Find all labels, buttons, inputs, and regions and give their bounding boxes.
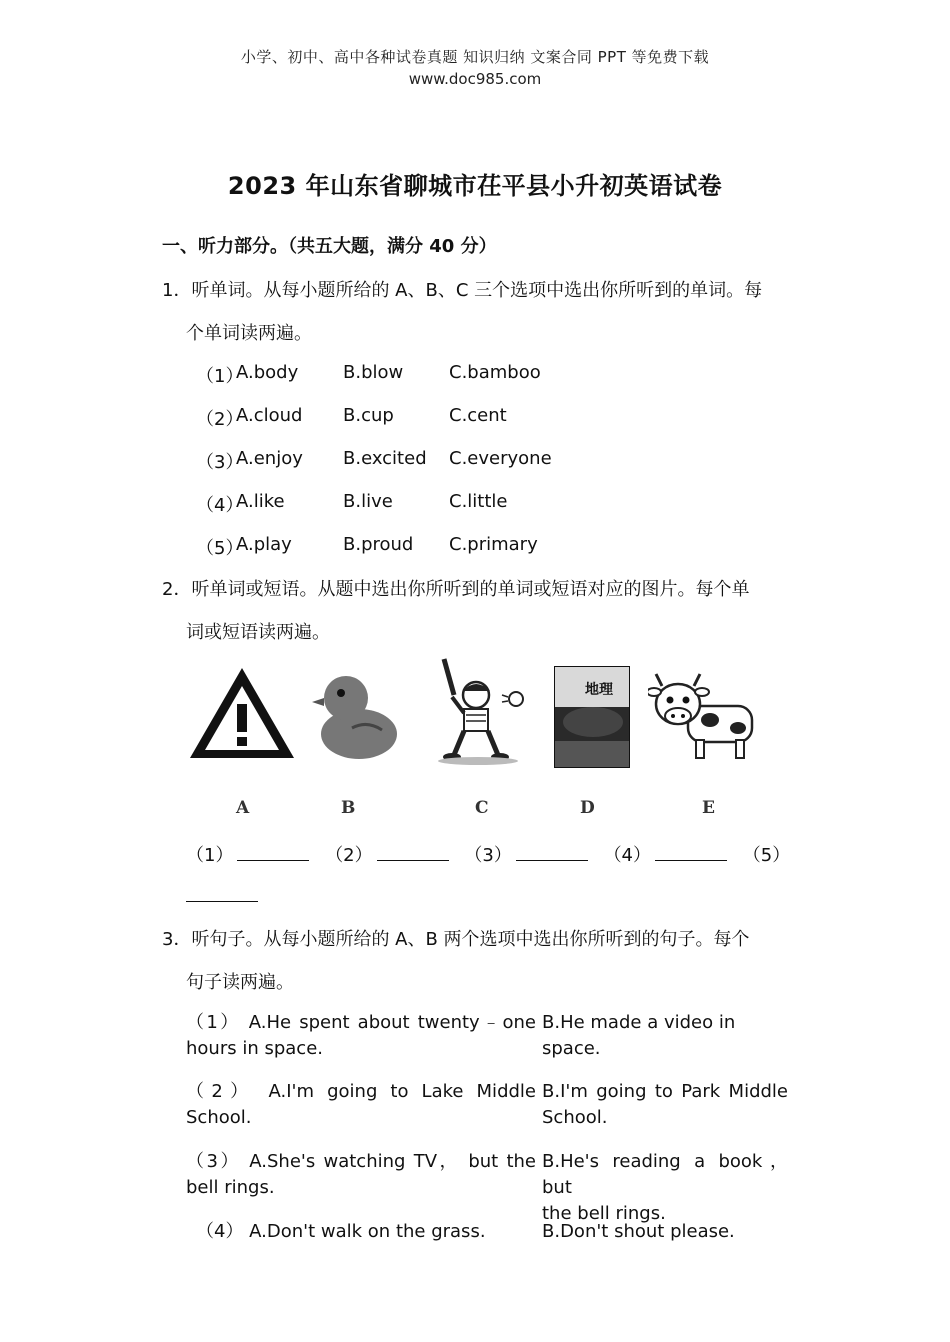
q3-option-a-line1: （2） A.I'm going to Lake Middle xyxy=(186,1081,536,1102)
header-line-1: 小学、初中、高中各种试卷真题 知识归纳 文案合同 PPT 等免费下载 xyxy=(240,48,710,66)
q2-answer-blanks xyxy=(186,841,790,867)
q1-option-b: B.blow xyxy=(343,362,404,383)
q3-option-b xyxy=(542,1079,788,1131)
q1-option-a: A.play xyxy=(236,534,292,555)
baseball-player-image xyxy=(432,655,534,767)
q1-option-c: C.bamboo xyxy=(449,362,541,383)
answer-blank[interactable] xyxy=(237,859,309,861)
q3-option-a-line2: School. xyxy=(186,1107,252,1128)
q1-instruction-1: 1．听单词。从每小题所给的 A、B、C 三个选项中选出你所听到的单词。每 xyxy=(162,280,763,301)
q1-option-a: A.body xyxy=(236,362,299,383)
q3-instruction-2: 句子读两遍。 xyxy=(186,972,294,993)
q3-option-a-line2: hours in space. xyxy=(186,1038,323,1059)
answer-blank[interactable] xyxy=(186,901,258,902)
q1-item-num: （3） xyxy=(196,452,244,473)
book-title: 地理 xyxy=(585,682,613,698)
q1-option-c: C.cent xyxy=(449,405,507,426)
q3-option-b-line1: B.I'm going to Park Middle xyxy=(542,1081,788,1102)
answer-blank[interactable] xyxy=(377,859,449,861)
answer-blank[interactable] xyxy=(655,859,727,861)
answer-blank[interactable] xyxy=(516,859,588,861)
q3-option-a-line1: （3） A.She's watching TV， but the xyxy=(186,1151,536,1172)
q3-option-a-line1: （1） A.He spent about twenty﹣one xyxy=(186,1012,536,1033)
q3-option-b-line2: School. xyxy=(542,1107,608,1128)
q3-option-b-line1: B.Don't shout please. xyxy=(542,1221,735,1242)
q3-option-a xyxy=(186,1149,536,1201)
image-label-e: E xyxy=(702,798,715,818)
q3-option-b xyxy=(542,1219,788,1245)
header-url[interactable]: www.doc985.com xyxy=(408,70,542,88)
q3-option-a-line1: （4） A.Don't walk on the grass. xyxy=(196,1221,486,1242)
blank-label: （2） xyxy=(325,845,373,866)
blank-label: （1） xyxy=(186,845,234,866)
page-title: 2023 年山东省聊城市茌平县小升初英语试卷 xyxy=(227,172,723,200)
q3-option-b xyxy=(542,1149,788,1227)
q1-option-a: A.cloud xyxy=(236,405,303,426)
q1-option-b: B.cup xyxy=(343,405,394,426)
blank-label: （5） xyxy=(742,845,791,866)
duck-image xyxy=(312,668,400,762)
q3-option-a xyxy=(186,1010,536,1062)
q3-option-b xyxy=(542,1010,788,1062)
q1-item-num: （1） xyxy=(196,366,244,387)
q1-option-a: A.like xyxy=(236,491,285,512)
q1-option-c: C.little xyxy=(449,491,508,512)
q1-item-num: （4） xyxy=(196,495,244,516)
q1-option-a: A.enjoy xyxy=(236,448,303,469)
q3-option-a-line2: bell rings. xyxy=(186,1177,275,1198)
q3-option-b-line1: B.He made a video in space. xyxy=(542,1012,736,1059)
q1-instruction-2: 个单词读两遍。 xyxy=(186,323,312,344)
q3-option-a xyxy=(186,1079,536,1131)
image-label-a: A xyxy=(236,798,250,818)
blank-label: （4） xyxy=(603,845,652,866)
q1-option-c: C.everyone xyxy=(449,448,552,469)
q3-option-a xyxy=(196,1219,536,1245)
image-label-d: D xyxy=(580,798,595,818)
q1-option-b: B.live xyxy=(343,491,393,512)
q3-option-b-line2: the bell rings. xyxy=(542,1203,666,1224)
q1-option-b: B.excited xyxy=(343,448,427,469)
q2-instruction-2: 词或短语读两遍。 xyxy=(186,622,330,643)
q1-item-num: （2） xyxy=(196,409,244,430)
image-label-c: C xyxy=(475,798,489,818)
section-heading: 一、听力部分。（共五大题，满分 40 分） xyxy=(162,236,497,257)
geography-book-image xyxy=(554,666,630,768)
q1-option-b: B.proud xyxy=(343,534,414,555)
cow-image xyxy=(648,670,758,764)
q1-item-num: （5） xyxy=(196,538,244,559)
warning-sign-image xyxy=(186,664,298,762)
blank-label: （3） xyxy=(464,845,512,866)
q2-instruction-1: 2．听单词或短语。从题中选出你所听到的单词或短语对应的图片。每个单 xyxy=(162,579,750,600)
q1-option-c: C.primary xyxy=(449,534,538,555)
q3-option-b-line1: B.He's reading a book， but xyxy=(542,1151,788,1198)
image-label-b: B xyxy=(341,798,356,818)
q3-instruction-1: 3．听句子。从每小题所给的 A、B 两个选项中选出你所听到的句子。每个 xyxy=(162,929,750,950)
